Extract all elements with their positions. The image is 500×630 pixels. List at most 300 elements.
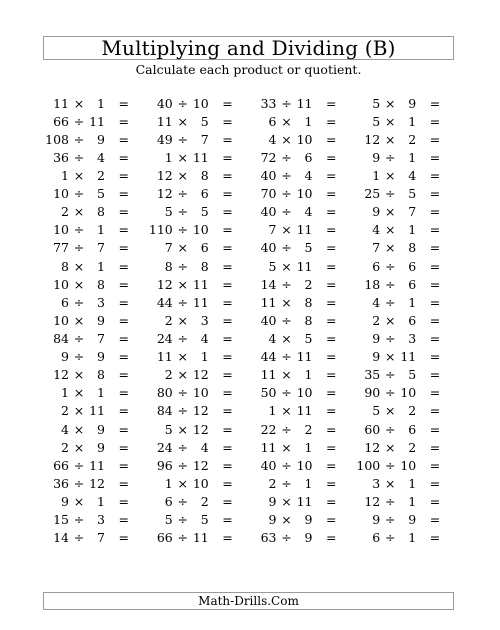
equals-sign: = — [429, 493, 441, 509]
operator: × — [177, 240, 188, 256]
operand-2: 6 — [408, 276, 417, 292]
operand-2: 2 — [304, 421, 313, 437]
operator: ÷ — [177, 457, 188, 473]
operand-2: 2 — [408, 439, 417, 455]
operand-1: 2 — [61, 403, 69, 419]
operator: ÷ — [73, 512, 85, 528]
operand-2: 6 — [408, 421, 417, 437]
operator: ÷ — [281, 475, 292, 491]
operand-2: 8 — [408, 240, 417, 256]
operand-2: 9 — [408, 95, 417, 111]
problem — [251, 313, 355, 328]
operand-2: 9 — [97, 439, 105, 455]
operator: × — [177, 312, 188, 328]
operand-1: 12 — [364, 131, 381, 147]
equals-sign: = — [326, 475, 337, 491]
operand-1: 2 — [61, 439, 69, 455]
equals-sign: = — [222, 457, 233, 473]
operand-2: 9 — [97, 421, 105, 437]
problem — [354, 96, 458, 111]
operand-2: 10 — [192, 222, 209, 238]
operand-2: 11 — [89, 113, 105, 129]
operand-1: 5 — [268, 258, 277, 274]
operator: ÷ — [73, 113, 85, 129]
operator: × — [73, 312, 85, 328]
operator: × — [385, 113, 396, 129]
operator: ÷ — [177, 131, 188, 147]
operand-2: 6 — [200, 240, 209, 256]
equals-sign: = — [118, 512, 129, 528]
operator: ÷ — [385, 512, 396, 528]
operand-2: 1 — [97, 493, 105, 509]
problem-row — [43, 438, 458, 456]
operand-2: 1 — [408, 530, 417, 546]
equals-sign: = — [326, 95, 337, 111]
problem — [43, 512, 147, 527]
operand-1: 18 — [364, 276, 381, 292]
operand-2: 4 — [200, 330, 209, 346]
operator: ÷ — [177, 385, 188, 401]
operand-1: 10 — [53, 186, 69, 202]
problem — [43, 114, 147, 129]
problem — [354, 222, 458, 237]
operand-2: 9 — [97, 131, 105, 147]
equals-sign: = — [429, 95, 441, 111]
operand-1: 1 — [268, 403, 277, 419]
operand-1: 84 — [156, 403, 173, 419]
problem — [147, 96, 251, 111]
equals-sign: = — [118, 330, 129, 346]
problem — [354, 530, 458, 545]
operand-2: 2 — [408, 131, 417, 147]
operand-1: 80 — [156, 385, 173, 401]
operand-1: 2 — [164, 312, 173, 328]
operand-2: 1 — [304, 439, 313, 455]
operand-2: 11 — [192, 149, 209, 165]
operand-1: 5 — [372, 403, 381, 419]
operand-1: 12 — [364, 493, 381, 509]
equals-sign: = — [118, 131, 129, 147]
equals-sign: = — [118, 439, 129, 455]
operand-1: 11 — [53, 95, 69, 111]
operand-1: 12 — [156, 276, 173, 292]
operand-2: 1 — [408, 222, 417, 238]
equals-sign: = — [429, 330, 441, 346]
equals-sign: = — [118, 95, 129, 111]
equals-sign: = — [326, 240, 337, 256]
operand-2: 7 — [97, 330, 105, 346]
equals-sign: = — [326, 113, 337, 129]
problem — [251, 295, 355, 310]
problem — [354, 240, 458, 255]
operand-1: 11 — [260, 439, 277, 455]
problem — [354, 331, 458, 346]
equals-sign: = — [222, 421, 233, 437]
problem — [251, 494, 355, 509]
operator: ÷ — [73, 149, 85, 165]
problem-row — [43, 239, 458, 257]
equals-sign: = — [429, 240, 441, 256]
operand-1: 40 — [156, 95, 173, 111]
problem — [147, 168, 251, 183]
equals-sign: = — [429, 349, 441, 365]
equals-sign: = — [118, 113, 129, 129]
operand-1: 84 — [53, 330, 69, 346]
equals-sign: = — [326, 530, 337, 546]
problem-row — [43, 166, 458, 184]
equals-sign: = — [429, 512, 441, 528]
problem — [147, 186, 251, 201]
problem — [43, 331, 147, 346]
operand-2: 3 — [97, 294, 105, 310]
problem-row — [43, 511, 458, 529]
problem — [251, 349, 355, 364]
problem — [354, 385, 458, 400]
operand-2: 4 — [408, 167, 417, 183]
problem — [43, 367, 147, 382]
operand-2: 10 — [296, 385, 313, 401]
operand-1: 12 — [53, 367, 69, 383]
problem-row — [43, 456, 458, 474]
operator: × — [177, 367, 188, 383]
operand-1: 12 — [364, 439, 381, 455]
operand-2: 11 — [296, 493, 313, 509]
equals-sign: = — [429, 457, 441, 473]
operand-2: 9 — [304, 512, 313, 528]
equals-sign: = — [222, 385, 233, 401]
problem — [354, 259, 458, 274]
operator: × — [385, 240, 396, 256]
operand-2: 1 — [304, 367, 313, 383]
equals-sign: = — [429, 167, 441, 183]
operand-2: 3 — [97, 512, 105, 528]
equals-sign: = — [326, 403, 337, 419]
equals-sign: = — [326, 349, 337, 365]
operand-1: 5 — [372, 95, 381, 111]
problem — [251, 150, 355, 165]
operator: × — [385, 439, 396, 455]
problem — [354, 403, 458, 418]
operator: ÷ — [73, 294, 85, 310]
operator: × — [385, 312, 396, 328]
operator: × — [177, 149, 188, 165]
problem — [147, 494, 251, 509]
problem-row — [43, 185, 458, 203]
problem — [354, 458, 458, 473]
operand-1: 3 — [372, 475, 381, 491]
operand-2: 5 — [200, 113, 209, 129]
operand-2: 1 — [97, 385, 105, 401]
operand-1: 8 — [61, 258, 69, 274]
operand-2: 6 — [200, 186, 209, 202]
equals-sign: = — [429, 258, 441, 274]
operand-2: 10 — [296, 131, 313, 147]
operator: × — [281, 330, 292, 346]
operand-2: 11 — [192, 530, 209, 546]
operand-1: 5 — [164, 421, 173, 437]
equals-sign: = — [429, 475, 441, 491]
equals-sign: = — [326, 186, 337, 202]
equals-sign: = — [429, 149, 441, 165]
operator: ÷ — [177, 512, 188, 528]
operator: ÷ — [177, 530, 188, 546]
operand-2: 9 — [408, 512, 417, 528]
operator: × — [281, 113, 292, 129]
operand-2: 7 — [97, 240, 105, 256]
operator: ÷ — [385, 493, 396, 509]
problem — [354, 313, 458, 328]
operand-2: 10 — [400, 385, 417, 401]
operator: ÷ — [177, 403, 188, 419]
operator: ÷ — [385, 530, 396, 546]
operator: ÷ — [73, 330, 85, 346]
problem — [354, 422, 458, 437]
operand-1: 66 — [156, 530, 173, 546]
problem — [354, 168, 458, 183]
problem — [354, 277, 458, 292]
operand-1: 1 — [164, 149, 173, 165]
operator: ÷ — [385, 258, 396, 274]
equals-sign: = — [118, 167, 129, 183]
equals-sign: = — [118, 349, 129, 365]
operator: × — [177, 421, 188, 437]
problem-row — [43, 474, 458, 492]
operand-2: 5 — [304, 330, 313, 346]
operand-2: 2 — [97, 167, 105, 183]
equals-sign: = — [118, 367, 129, 383]
operand-1: 9 — [372, 349, 381, 365]
operand-2: 11 — [192, 276, 209, 292]
equals-sign: = — [222, 95, 233, 111]
operator: ÷ — [281, 276, 292, 292]
problem-row — [43, 203, 458, 221]
operator: × — [73, 204, 85, 220]
problem — [251, 222, 355, 237]
operand-1: 11 — [156, 113, 173, 129]
operator: ÷ — [385, 421, 396, 437]
operator: ÷ — [73, 186, 85, 202]
problem — [354, 295, 458, 310]
operator: ÷ — [177, 95, 188, 111]
problem — [43, 440, 147, 455]
worksheet-instructions: Calculate each product or quotient. — [135, 62, 362, 77]
equals-sign: = — [222, 258, 233, 274]
equals-sign: = — [222, 294, 233, 310]
operator: × — [177, 113, 188, 129]
equals-sign: = — [326, 204, 337, 220]
operand-2: 1 — [408, 113, 417, 129]
operator: × — [73, 403, 85, 419]
operator: ÷ — [73, 457, 85, 473]
problem-row — [43, 402, 458, 420]
problem — [147, 150, 251, 165]
problem — [147, 313, 251, 328]
operator: ÷ — [177, 258, 188, 274]
operand-1: 11 — [260, 367, 277, 383]
operand-1: 14 — [53, 530, 69, 546]
problem — [147, 277, 251, 292]
problem — [43, 403, 147, 418]
operator: × — [73, 385, 85, 401]
operand-2: 6 — [408, 258, 417, 274]
operand-1: 4 — [268, 131, 277, 147]
problem — [147, 349, 251, 364]
operator: × — [385, 131, 396, 147]
problem — [43, 277, 147, 292]
problem — [147, 385, 251, 400]
equals-sign: = — [429, 113, 441, 129]
operand-1: 66 — [53, 457, 69, 473]
operator: × — [73, 421, 85, 437]
operand-1: 9 — [268, 512, 277, 528]
problem — [251, 530, 355, 545]
equals-sign: = — [222, 131, 233, 147]
problem — [147, 295, 251, 310]
problem-row — [43, 366, 458, 384]
operand-1: 10 — [53, 222, 69, 238]
operand-2: 1 — [408, 493, 417, 509]
operator: × — [73, 276, 85, 292]
operator: ÷ — [281, 349, 292, 365]
operand-2: 9 — [97, 349, 105, 365]
operator: ÷ — [177, 222, 188, 238]
problem — [43, 494, 147, 509]
operand-1: 35 — [364, 367, 381, 383]
operator: ÷ — [73, 240, 85, 256]
operand-2: 3 — [200, 312, 209, 328]
operator: ÷ — [177, 493, 188, 509]
operand-1: 40 — [260, 167, 277, 183]
equals-sign: = — [429, 530, 441, 546]
operand-1: 6 — [372, 258, 381, 274]
operator: ÷ — [177, 439, 188, 455]
problem — [354, 186, 458, 201]
problem-row — [43, 311, 458, 329]
operand-2: 2 — [408, 403, 417, 419]
operand-2: 5 — [304, 240, 313, 256]
equals-sign: = — [326, 493, 337, 509]
operand-1: 24 — [156, 439, 173, 455]
operand-2: 8 — [304, 294, 313, 310]
operand-1: 2 — [61, 204, 69, 220]
problem — [43, 222, 147, 237]
operand-1: 66 — [53, 113, 69, 129]
problem — [147, 530, 251, 545]
operand-1: 77 — [53, 240, 69, 256]
problem — [147, 458, 251, 473]
title-box — [43, 36, 454, 60]
operator: ÷ — [385, 330, 396, 346]
operand-2: 1 — [97, 222, 105, 238]
problem — [43, 349, 147, 364]
equals-sign: = — [326, 167, 337, 183]
operand-1: 44 — [260, 349, 277, 365]
problem — [251, 422, 355, 437]
operand-2: 1 — [97, 95, 105, 111]
equals-sign: = — [118, 403, 129, 419]
problem-row — [43, 221, 458, 239]
problem — [251, 240, 355, 255]
problem — [251, 458, 355, 473]
operator: ÷ — [385, 385, 396, 401]
operand-2: 8 — [200, 167, 209, 183]
operand-2: 9 — [304, 530, 313, 546]
operator: ÷ — [385, 186, 396, 202]
equals-sign: = — [118, 421, 129, 437]
problem — [43, 458, 147, 473]
operator: ÷ — [177, 294, 188, 310]
equals-sign: = — [222, 312, 233, 328]
operator: ÷ — [385, 457, 396, 473]
operand-2: 2 — [200, 493, 209, 509]
operator: ÷ — [281, 149, 292, 165]
operand-2: 10 — [400, 457, 417, 473]
equals-sign: = — [118, 312, 129, 328]
problem-row — [43, 130, 458, 148]
problem — [43, 168, 147, 183]
problem — [43, 132, 147, 147]
operand-1: 63 — [260, 530, 277, 546]
equals-sign: = — [118, 294, 129, 310]
operand-2: 4 — [304, 167, 313, 183]
operator: ÷ — [73, 222, 85, 238]
problem — [147, 240, 251, 255]
operand-1: 14 — [260, 276, 277, 292]
footer — [43, 592, 454, 610]
equals-sign: = — [222, 204, 233, 220]
equals-sign: = — [222, 367, 233, 383]
problem — [354, 150, 458, 165]
operand-2: 11 — [192, 294, 209, 310]
operand-1: 2 — [164, 367, 173, 383]
operand-2: 4 — [200, 439, 209, 455]
operand-1: 49 — [156, 131, 173, 147]
operand-2: 12 — [192, 403, 209, 419]
problem-row — [43, 275, 458, 293]
operand-2: 10 — [296, 457, 313, 473]
operand-1: 25 — [364, 186, 381, 202]
operand-2: 4 — [304, 204, 313, 220]
operand-2: 10 — [192, 475, 209, 491]
problem — [43, 259, 147, 274]
problem — [251, 259, 355, 274]
operator: × — [73, 95, 85, 111]
operand-1: 10 — [53, 312, 69, 328]
operand-2: 11 — [296, 349, 313, 365]
equals-sign: = — [326, 222, 337, 238]
worksheet-title: Multiplying and Dividing (B) — [101, 36, 396, 60]
problem — [354, 132, 458, 147]
operand-2: 10 — [192, 95, 209, 111]
equals-sign: = — [118, 385, 129, 401]
equals-sign: = — [222, 186, 233, 202]
operator: × — [385, 475, 396, 491]
problem — [251, 403, 355, 418]
operand-2: 8 — [97, 276, 105, 292]
problem — [354, 204, 458, 219]
operator: ÷ — [73, 131, 85, 147]
operand-1: 6 — [372, 530, 381, 546]
operand-1: 108 — [45, 131, 69, 147]
problem — [354, 476, 458, 491]
operand-1: 4 — [372, 222, 381, 238]
operand-1: 5 — [372, 113, 381, 129]
operator: × — [385, 95, 396, 111]
operator: ÷ — [73, 475, 85, 491]
operand-1: 40 — [260, 312, 277, 328]
operator: ÷ — [385, 149, 396, 165]
operand-2: 5 — [200, 512, 209, 528]
